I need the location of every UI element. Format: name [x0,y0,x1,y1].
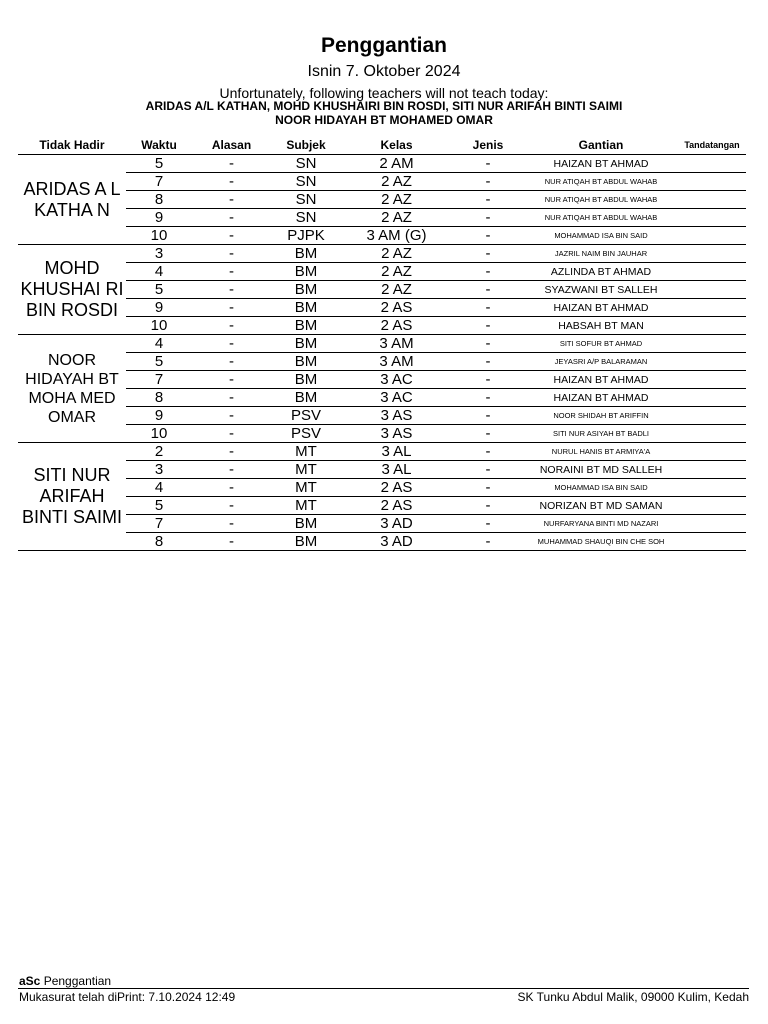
cell-jenis: - [452,317,524,335]
cell-alasan: - [192,353,271,371]
cell-tandatangan [678,515,746,533]
table-row [18,281,746,299]
footer-divider [18,988,749,989]
cell-alasan: - [192,425,271,443]
cell-gantian: MOHAMMAD ISA BIN SAID [524,479,678,497]
page-date: Isnin 7. Oktober 2024 [307,63,461,80]
table-row [18,533,746,551]
cell-tandatangan [678,191,746,209]
cell-waktu: 5 [126,353,192,371]
cell-alasan: - [192,497,271,515]
cell-waktu: 4 [126,479,192,497]
table-row [18,371,746,389]
cell-tandatangan [678,299,746,317]
cell-tandatangan [678,155,746,173]
cell-waktu: 5 [126,281,192,299]
cell-kelas: 2 AZ [341,263,452,281]
cell-subjek: MT [271,443,341,461]
cell-jenis: - [452,209,524,227]
table-row [18,191,746,209]
table-row [18,389,746,407]
cell-tandatangan [678,533,746,551]
cell-waktu: 9 [126,407,192,425]
cell-subjek: SN [271,173,341,191]
cell-kelas: 2 AZ [341,245,452,263]
cell-alasan: - [192,317,271,335]
cell-subjek: MT [271,497,341,515]
cell-tandatangan [678,317,746,335]
cell-alasan: - [192,245,271,263]
cell-waktu: 7 [126,515,192,533]
absent-teacher-name: NOOR HIDAYAH BT MOHA MED OMAR [18,335,126,443]
cell-jenis: - [452,227,524,245]
cell-subjek: SN [271,155,341,173]
cell-kelas: 3 AD [341,533,452,551]
cell-tandatangan [678,425,746,443]
table-row [18,353,746,371]
cell-gantian: SITI NUR ASIYAH BT BADLI [524,425,678,443]
table-row [18,479,746,497]
cell-subjek: MT [271,479,341,497]
cell-kelas: 3 AM (G) [341,227,452,245]
cell-gantian: NUR ATIQAH BT ABDUL WAHAB [524,173,678,191]
cell-alasan: - [192,407,271,425]
cell-alasan: - [192,191,271,209]
cell-tandatangan [678,407,746,425]
cell-kelas: 3 AL [341,443,452,461]
cell-waktu: 10 [126,425,192,443]
cell-kelas: 2 AZ [341,191,452,209]
col-header-jenis: Jenis [472,138,504,152]
cell-jenis: - [452,425,524,443]
table-row [18,209,746,227]
table-row [18,425,746,443]
cell-subjek: BM [271,533,341,551]
footer-brand-rest: Penggantian [40,974,112,988]
cell-waktu: 4 [126,335,192,353]
cell-jenis: - [452,155,524,173]
cell-alasan: - [192,335,271,353]
cell-tandatangan [678,353,746,371]
cell-waktu: 5 [126,497,192,515]
cell-kelas: 2 AS [341,299,452,317]
cell-kelas: 2 AZ [341,281,452,299]
cell-waktu: 3 [126,461,192,479]
cell-gantian: HAIZAN BT AHMAD [524,371,678,389]
cell-waktu: 9 [126,209,192,227]
table-row [18,245,746,263]
cell-tandatangan [678,443,746,461]
cell-jenis: - [452,263,524,281]
cell-jenis: - [452,515,524,533]
col-header-waktu: Waktu [141,138,177,152]
cell-gantian: JEYASRI A/P BALARAMAN [524,353,678,371]
cell-subjek: MT [271,461,341,479]
table-row [18,317,746,335]
cell-alasan: - [192,371,271,389]
cell-gantian: HAIZAN BT AHMAD [524,155,678,173]
cell-alasan: - [192,443,271,461]
cell-waktu: 8 [126,191,192,209]
cell-kelas: 2 AZ [341,209,452,227]
cell-jenis: - [452,335,524,353]
table-row [18,407,746,425]
cell-gantian: HAIZAN BT AHMAD [524,299,678,317]
col-header-subjek: Subjek [286,138,326,152]
cell-kelas: 3 AC [341,371,452,389]
cell-subjek: SN [271,209,341,227]
cell-gantian: MOHAMMAD ISA BIN SAID [524,227,678,245]
cell-kelas: 3 AM [341,353,452,371]
cell-gantian: JAZRIL NAIM BIN JAUHAR [524,245,678,263]
cell-gantian: AZLINDA BT AHMAD [524,263,678,281]
cell-tandatangan [678,371,746,389]
cell-gantian: HAIZAN BT AHMAD [524,389,678,407]
cell-gantian: NURUL HANIS BT ARMIYA'A [524,443,678,461]
absent-line-2: NOOR HIDAYAH BT MOHAMED OMAR [275,113,493,127]
col-header-alasan: Alasan [211,138,252,152]
cell-tandatangan [678,209,746,227]
cell-waktu: 10 [126,227,192,245]
cell-gantian: MUHAMMAD SHAUQI BIN CHE SOH [524,533,678,551]
cell-alasan: - [192,533,271,551]
cell-jenis: - [452,245,524,263]
cell-gantian: SYAZWANI BT SALLEH [524,281,678,299]
cell-alasan: - [192,461,271,479]
cell-alasan: - [192,173,271,191]
cell-waktu: 7 [126,371,192,389]
cell-waktu: 8 [126,389,192,407]
cell-tandatangan [678,281,746,299]
cell-gantian: NUR ATIQAH BT ABDUL WAHAB [524,191,678,209]
table-row [18,173,746,191]
table-row [18,443,746,461]
cell-jenis: - [452,191,524,209]
cell-waktu: 3 [126,245,192,263]
cell-tandatangan [678,335,746,353]
cell-subjek: BM [271,299,341,317]
table-row [18,263,746,281]
cell-tandatangan [678,227,746,245]
cell-subjek: BM [271,371,341,389]
cell-jenis: - [452,371,524,389]
cell-subjek: PSV [271,425,341,443]
cell-subjek: BM [271,335,341,353]
cell-gantian: NORAINI BT MD SALLEH [524,461,678,479]
cell-subjek: BM [271,353,341,371]
cell-kelas: 3 AS [341,425,452,443]
footer-print-info: Mukasurat telah diPrint: 7.10.2024 12:49 [19,990,236,1004]
cell-jenis: - [452,533,524,551]
cell-jenis: - [452,353,524,371]
table-header-row [18,136,746,155]
cell-waktu: 9 [126,299,192,317]
table-row [18,515,746,533]
cell-gantian: NURFARYANA BINTI MD NAZARI [524,515,678,533]
cell-tandatangan [678,497,746,515]
table-row [18,155,746,173]
cell-kelas: 2 AS [341,317,452,335]
cell-kelas: 3 AC [341,389,452,407]
table-row [18,227,746,245]
absent-line-1: ARIDAS A/L KATHAN, MOHD KHUSHAIRI BIN ROSDI, SITI NUR ARIFAH BINTI SAIMI [145,99,623,113]
cell-gantian: HABSAH BT MAN [524,317,678,335]
cell-kelas: 2 AS [341,479,452,497]
cell-waktu: 8 [126,533,192,551]
cell-jenis: - [452,479,524,497]
cell-tandatangan [678,263,746,281]
footer-school: SK Tunku Abdul Malik, 09000 Kulim, Kedah [517,990,749,1004]
absent-teachers-list [0,99,768,127]
cell-tandatangan [678,479,746,497]
cell-kelas: 3 AL [341,461,452,479]
cell-waktu: 5 [126,155,192,173]
cell-jenis: - [452,497,524,515]
table-row [18,335,746,353]
absent-teacher-name: SITI NUR ARIFAH BINTI SAIMI [18,443,126,551]
cell-tandatangan [678,389,746,407]
footer-brand-bold: aSc [19,974,41,988]
cell-tandatangan [678,461,746,479]
cell-waktu: 10 [126,317,192,335]
cell-jenis: - [452,299,524,317]
cell-subjek: BM [271,281,341,299]
absent-teacher-name: MOHD KHUSHAI RI BIN ROSDI [18,245,126,335]
cell-alasan: - [192,515,271,533]
cell-alasan: - [192,281,271,299]
cell-alasan: - [192,155,271,173]
cell-gantian: NUR ATIQAH BT ABDUL WAHAB [524,209,678,227]
footer-brand [19,974,111,988]
table-row [18,461,746,479]
table-row [18,299,746,317]
cell-subjek: SN [271,191,341,209]
cell-subjek: PSV [271,407,341,425]
col-header-gantian: Gantian [578,138,624,152]
cell-tandatangan [678,245,746,263]
absent-teacher-name: ARIDAS A L KATHA N [18,155,126,245]
cell-jenis: - [452,281,524,299]
cell-kelas: 3 AS [341,407,452,425]
cell-jenis: - [452,461,524,479]
cell-subjek: BM [271,515,341,533]
col-header-tidak-hadir: Tidak Hadir [39,138,105,152]
cell-alasan: - [192,263,271,281]
table-row [18,497,746,515]
cell-alasan: - [192,227,271,245]
cell-gantian: SITI SOFUR BT AHMAD [524,335,678,353]
cell-kelas: 3 AM [341,335,452,353]
cell-subjek: BM [271,263,341,281]
intro-text: Unfortunately, following teachers will not teach today: [219,85,549,101]
cell-gantian: NOOR SHIDAH BT ARIFFIN [524,407,678,425]
cell-waktu: 2 [126,443,192,461]
substitution-table [18,136,746,551]
cell-jenis: - [452,173,524,191]
page-title: Penggantian [320,34,447,57]
cell-jenis: - [452,407,524,425]
cell-jenis: - [452,443,524,461]
cell-subjek: BM [271,245,341,263]
cell-kelas: 2 AZ [341,173,452,191]
cell-subjek: BM [271,389,341,407]
cell-gantian: NORIZAN BT MD SAMAN [524,497,678,515]
cell-kelas: 2 AS [341,497,452,515]
cell-alasan: - [192,389,271,407]
cell-jenis: - [452,389,524,407]
cell-alasan: - [192,479,271,497]
cell-waktu: 7 [126,173,192,191]
cell-subjek: BM [271,317,341,335]
col-header-kelas: Kelas [380,138,413,152]
cell-subjek: PJPK [271,227,341,245]
cell-tandatangan [678,173,746,191]
cell-kelas: 2 AM [341,155,452,173]
col-header-tandatangan: Tandatangan [684,140,740,150]
cell-alasan: - [192,299,271,317]
cell-waktu: 4 [126,263,192,281]
cell-kelas: 3 AD [341,515,452,533]
cell-alasan: - [192,209,271,227]
table-body [18,155,746,551]
